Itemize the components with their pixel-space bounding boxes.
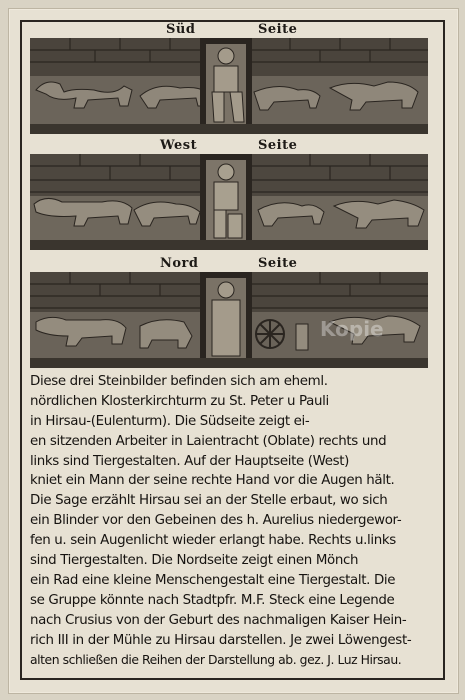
caption-line: kniet ein Mann der seine rechte Hand vor die Augen hält. (30, 473, 395, 489)
relief-panel-west (30, 154, 428, 250)
caption-text (30, 372, 440, 670)
caption-line: ein Rad eine kleine Menschengestalt eine Tiergestalt. Die (30, 572, 396, 588)
heading-nord: Nord (160, 256, 199, 271)
caption-line: fen u. sein Augenlicht wieder erlangt habe. Rechts u.links (30, 533, 396, 549)
caption-line: sind Tiergestalten. Die Nordseite zeigt einen Mönch (30, 553, 359, 569)
heading-sued-seite: Seite (258, 22, 298, 37)
caption-line: alten schließen die Reihen der Darstellung ab. gez. J. Luz Hirsau. (30, 652, 402, 668)
caption-line: ein Blinder vor den Gebeinen des h. Aurelius niedergewor- (30, 513, 402, 529)
heading-west-seite: Seite (258, 138, 298, 153)
caption-line: nach Crusius von der Geburt des nachmaligen Kaiser Hein- (30, 612, 407, 628)
caption-line: Die Sage erzählt Hirsau sei an der Stelle erbaut, wo sich (30, 493, 388, 509)
watermark-text: Kopie (320, 317, 384, 341)
relief-panel-nord (30, 272, 428, 368)
caption-line: nördlichen Klosterkirchturm zu St. Peter u Pauli (30, 393, 329, 409)
caption-line: links sind Tiergestalten. Auf der Hauptseite (West) (30, 453, 350, 469)
heading-nord-seite: Seite (258, 256, 298, 271)
heading-sued: Süd (166, 22, 196, 37)
relief-panel-sued (30, 38, 428, 134)
heading-west: West (160, 138, 198, 153)
caption-line: en sitzenden Arbeiter in Laientracht (Oblate) rechts und (30, 433, 387, 449)
caption-line: rich III in der Mühle zu Hirsau darstellen. Je zwei Löwengest- (30, 632, 412, 648)
caption-line: se Gruppe könnte nach Stadtpfr. M.F. Steck eine Legende (30, 592, 395, 608)
caption-line: in Hirsau-(Eulenturm). Die Südseite zeigt ei- (30, 413, 310, 429)
caption-line: Diese drei Steinbilder befinden sich am eheml. (30, 374, 328, 389)
